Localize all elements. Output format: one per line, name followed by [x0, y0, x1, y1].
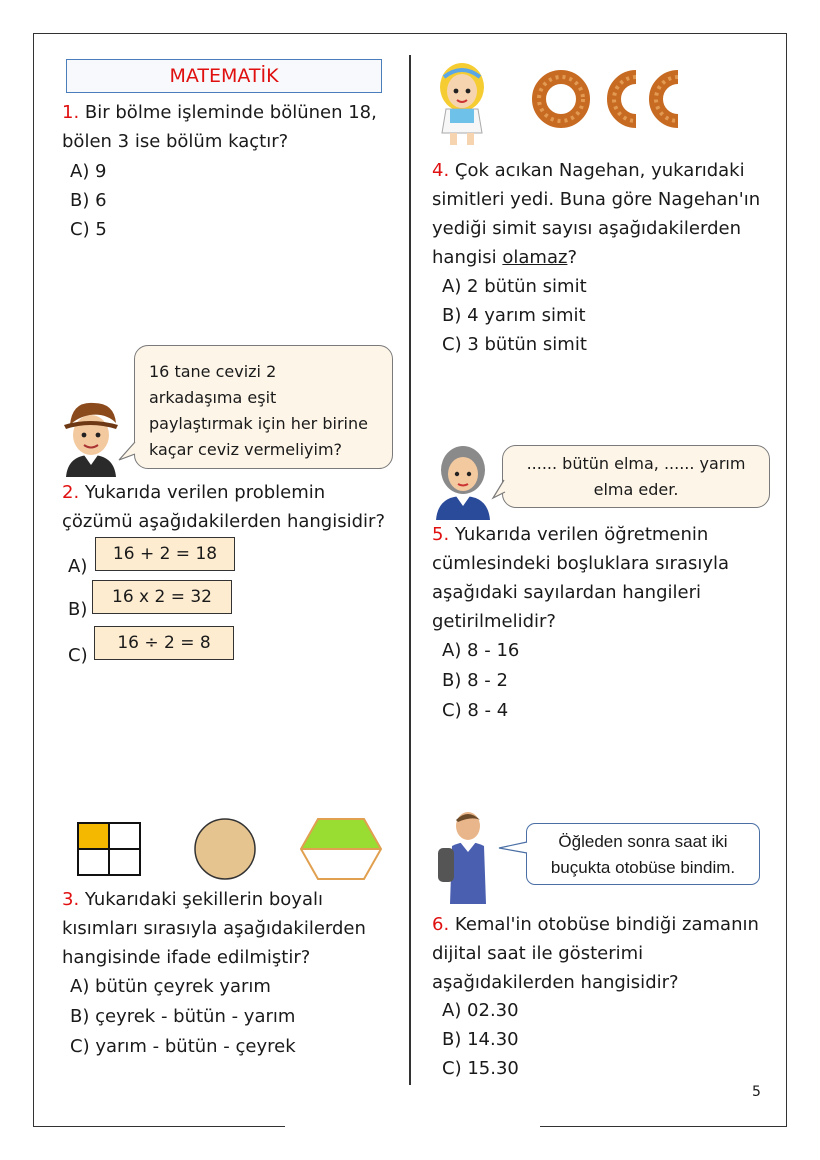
student-boy-illustration-icon	[432, 808, 502, 904]
bubble-tail-icon	[118, 440, 138, 462]
q4-option-b[interactable]: B) 4 yarım simit	[442, 305, 586, 326]
question-6: 6. Kemal'in otobüse bindiği zamanın dijital saat ile gösterimi aşağıdakilerden hangisidir?	[432, 914, 759, 993]
question-number: 1.	[62, 102, 80, 123]
question-2: 2. Yukarıda verilen problemin çözümü aşağıdakilerden hangisidir?	[62, 482, 385, 532]
q2-option-b-box[interactable]: 16 x 2 = 32	[92, 580, 232, 614]
q6-option-a[interactable]: A) 02.30	[442, 1000, 519, 1021]
question-3: 3. Yukarıdaki şekillerin boyalı kısımları sırasıyla aşağıdakilerden hangisinde ifade edilmiştir?	[62, 889, 366, 968]
q2-option-c-letter[interactable]: C)	[68, 645, 88, 666]
question-4: 4. Çok acıkan Nagehan, yukarıdaki simitleri yedi. Buna göre Nagehan'ın yediği simit sayısı aşağıdakilerden hangisi olamaz?	[432, 160, 761, 268]
q3-option-c[interactable]: C) yarım - bütün - çeyrek	[70, 1036, 296, 1057]
column-divider	[409, 55, 411, 1085]
q2-option-a-letter[interactable]: A)	[68, 556, 88, 577]
q5-option-a[interactable]: A) 8 - 16	[442, 640, 520, 661]
q4-option-a[interactable]: A) 2 bütün simit	[442, 276, 587, 297]
question-number: 4.	[432, 160, 450, 181]
whole-circle-icon	[194, 818, 256, 880]
bubble-tail-icon	[492, 478, 508, 500]
bubble-tail-icon	[498, 840, 528, 856]
q3-option-a[interactable]: A) bütün çeyrek yarım	[70, 976, 271, 997]
bottom-line-right	[540, 1126, 787, 1127]
whole-simit-icon	[530, 68, 592, 130]
q2-option-a-box[interactable]: 16 + 2 = 18	[95, 537, 235, 571]
page-title: MATEMATİK	[66, 59, 382, 93]
underlined-word: olamaz	[502, 247, 568, 268]
q1-option-c[interactable]: C) 5	[70, 219, 107, 240]
question-1: 1. Bir bölme işleminde bölünen 18, bölen 3 ise bölüm kaçtır?	[62, 102, 377, 152]
half-simit-icon	[642, 68, 682, 130]
bottom-line-left	[33, 1126, 285, 1127]
question-number: 2.	[62, 482, 80, 503]
half-hexagon-icon	[300, 818, 382, 880]
q2-option-b-letter[interactable]: B)	[68, 599, 88, 620]
boy-speech-bubble: 16 tane cevizi 2 arkadaşıma eşit paylaştırmak için her birine kaçar ceviz vermeliyim?	[134, 345, 393, 469]
q6-option-b[interactable]: B) 14.30	[442, 1029, 519, 1050]
half-simit-icon	[600, 68, 640, 130]
q5-option-b[interactable]: B) 8 - 2	[442, 670, 508, 691]
student-speech-bubble: Öğleden sonra saat iki buçukta otobüse bindim.	[526, 823, 760, 885]
question-number: 5.	[432, 524, 450, 545]
q4-option-c[interactable]: C) 3 bütün simit	[442, 334, 587, 355]
q2-option-c-box[interactable]: 16 ÷ 2 = 8	[94, 626, 234, 660]
q6-option-c[interactable]: C) 15.30	[442, 1058, 519, 1079]
question-5: 5. Yukarıda verilen öğretmenin cümlesindeki boşluklara sırasıyla aşağıdaki sayılardan hangileri getirilmelidir?	[432, 524, 730, 632]
question-number: 3.	[62, 889, 80, 910]
girl-illustration-icon	[430, 57, 494, 147]
q1-option-a[interactable]: A) 9	[70, 161, 107, 182]
q5-option-c[interactable]: C) 8 - 4	[442, 700, 509, 721]
teacher-illustration-icon	[432, 442, 494, 520]
question-number: 6.	[432, 914, 450, 935]
boy-illustration-icon	[60, 395, 122, 477]
quarter-square-icon	[77, 822, 141, 876]
teacher-speech-bubble: ...... bütün elma, ...... yarım elma eder.	[502, 445, 770, 508]
q3-option-b[interactable]: B) çeyrek - bütün - yarım	[70, 1006, 296, 1027]
q1-option-b[interactable]: B) 6	[70, 190, 107, 211]
page-number: 5	[752, 1084, 761, 1100]
